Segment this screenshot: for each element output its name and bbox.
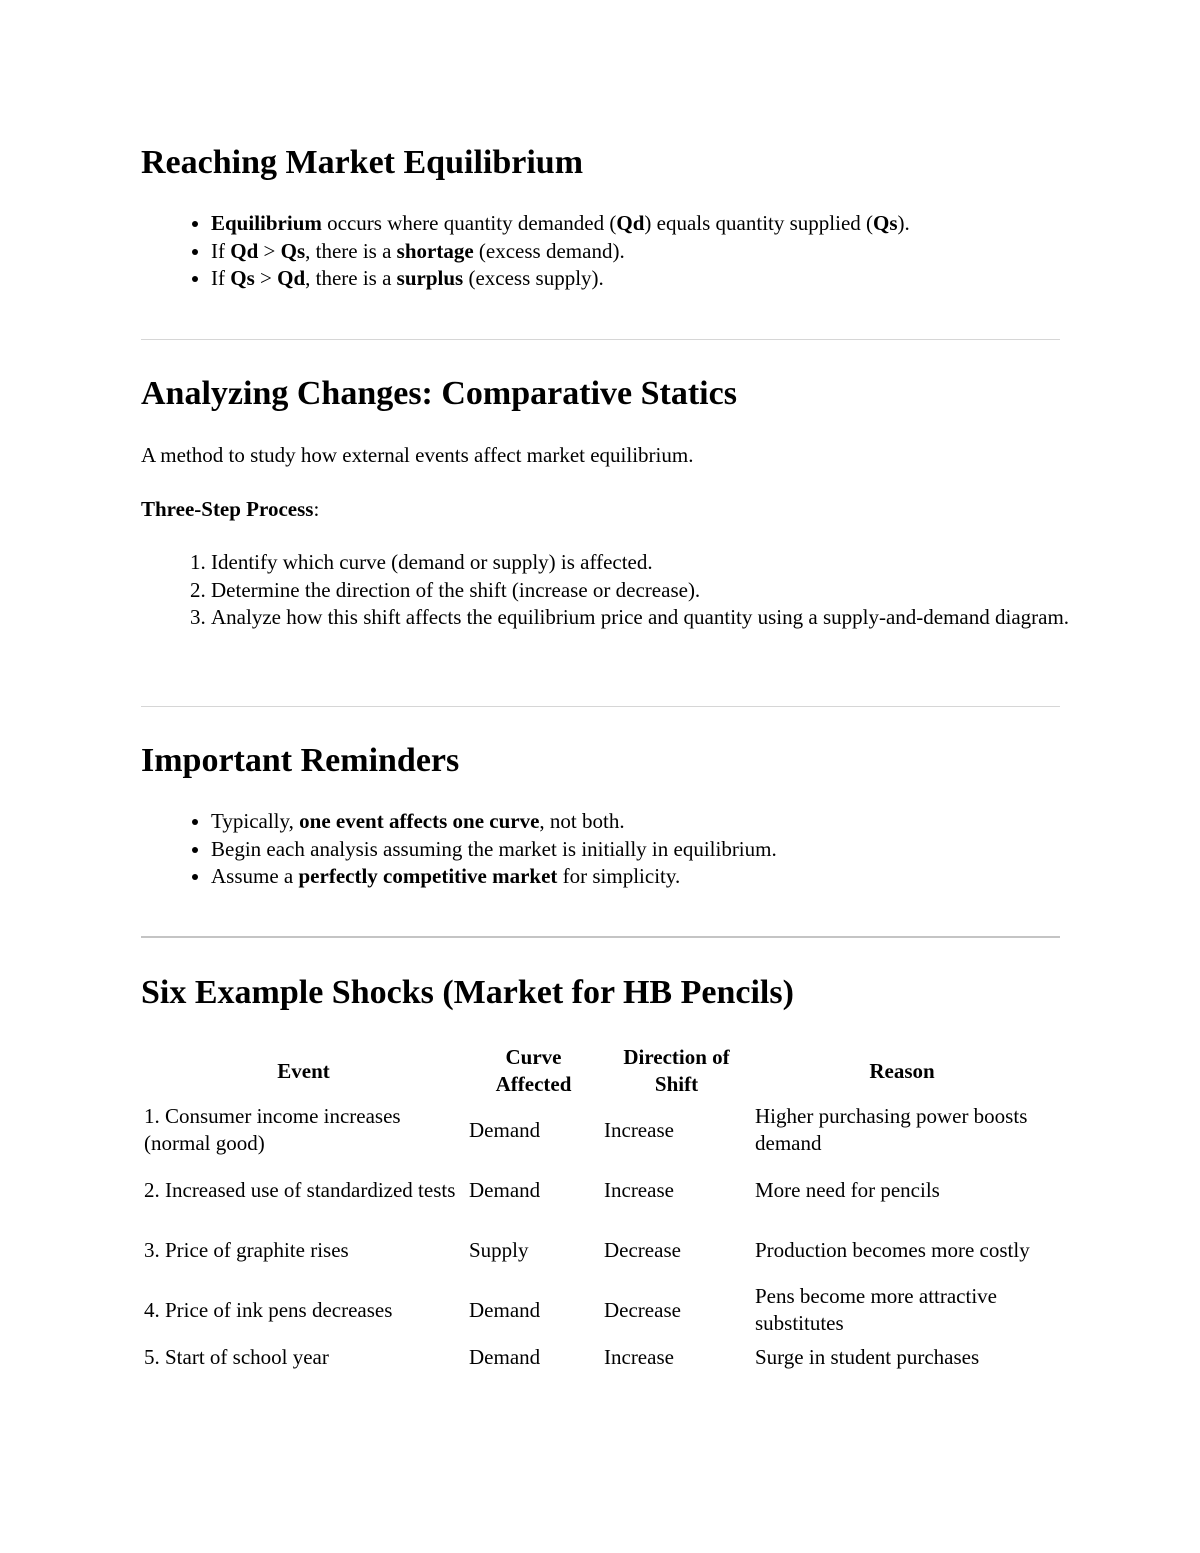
table-cell: Higher purchasing power boosts demand [755,1104,1028,1155]
table-cell: 3. Price of graphite rises [144,1237,349,1262]
list-item: • Typically, one event affects one curve, not both. [211,808,1081,836]
column-header-event: Event [277,1058,330,1083]
table-cell: 2. Increased use of standardized tests [144,1177,456,1202]
table-cell: Demand [469,1297,541,1322]
table-cell: Supply [469,1237,529,1262]
list-item: • Equilibrium occurs where quantity demanded (Qd) equals quantity supplied (Qs). [211,210,1081,238]
table-row [141,1100,1052,1160]
table-cell: Surge in student purchases [755,1344,980,1369]
table-cell: Demand [469,1344,541,1369]
table-row [141,1220,1052,1280]
table-cell: Demand [469,1177,541,1202]
table-cell: Demand [469,1117,541,1142]
process-steps-list [141,549,1081,632]
table-cell: More need for pencils [755,1177,940,1202]
table-header-row [141,1042,1052,1100]
column-header-curve: Curve Affected [495,1045,572,1096]
shocks-table [141,1042,1052,1374]
process-heading: Three-Step Process: [141,497,320,521]
section-title-reminders: Important Reminders [141,742,460,779]
list-item: 3. Analyze how this shift affects the equilibrium price and quantity using a supply-and-demand diagram. [211,604,1081,632]
section-divider [141,339,1060,340]
reminders-list [141,808,1081,891]
section-title-comparative-statics: Analyzing Changes: Comparative Statics [141,375,737,412]
column-header-reason: Reason [869,1058,935,1083]
table-cell: Increase [604,1117,674,1142]
list-item: • Assume a perfectly competitive market for simplicity. [211,863,1081,891]
list-item: 2. Determine the direction of the shift (increase or decrease). [211,577,1081,605]
table-cell: Increase [604,1177,674,1202]
table-cell: Production becomes more costly [755,1237,1030,1262]
section-intro: A method to study how external events affect market equilibrium. [141,443,694,467]
table-row [141,1340,1052,1374]
table-row [141,1160,1052,1220]
table-cell: 1. Consumer income increases (normal good) [144,1104,401,1155]
table-row [141,1280,1052,1340]
table-cell: 4. Price of ink pens decreases [144,1297,393,1322]
list-item: 1. Identify which curve (demand or supply) is affected. [211,549,1081,577]
section-divider [141,936,1060,938]
column-header-direction: Direction of Shift [623,1045,730,1096]
section-title-equilibrium: Reaching Market Equilibrium [141,144,584,181]
section-divider [141,706,1060,707]
table-cell: 5. Start of school year [144,1344,329,1369]
table-cell: Decrease [604,1297,681,1322]
table-cell: Increase [604,1344,674,1369]
table-cell: Decrease [604,1237,681,1262]
list-item: • Begin each analysis assuming the market is initially in equilibrium. [211,836,1081,864]
list-item: • If Qs > Qd, there is a surplus (excess supply). [211,265,1081,293]
table-cell: Pens become more attractive substitutes [755,1284,997,1335]
section-title-example-shocks: Six Example Shocks (Market for HB Pencils) [141,974,794,1011]
equilibrium-list [141,210,1081,293]
list-item: • If Qd > Qs, there is a shortage (excess demand). [211,238,1081,266]
